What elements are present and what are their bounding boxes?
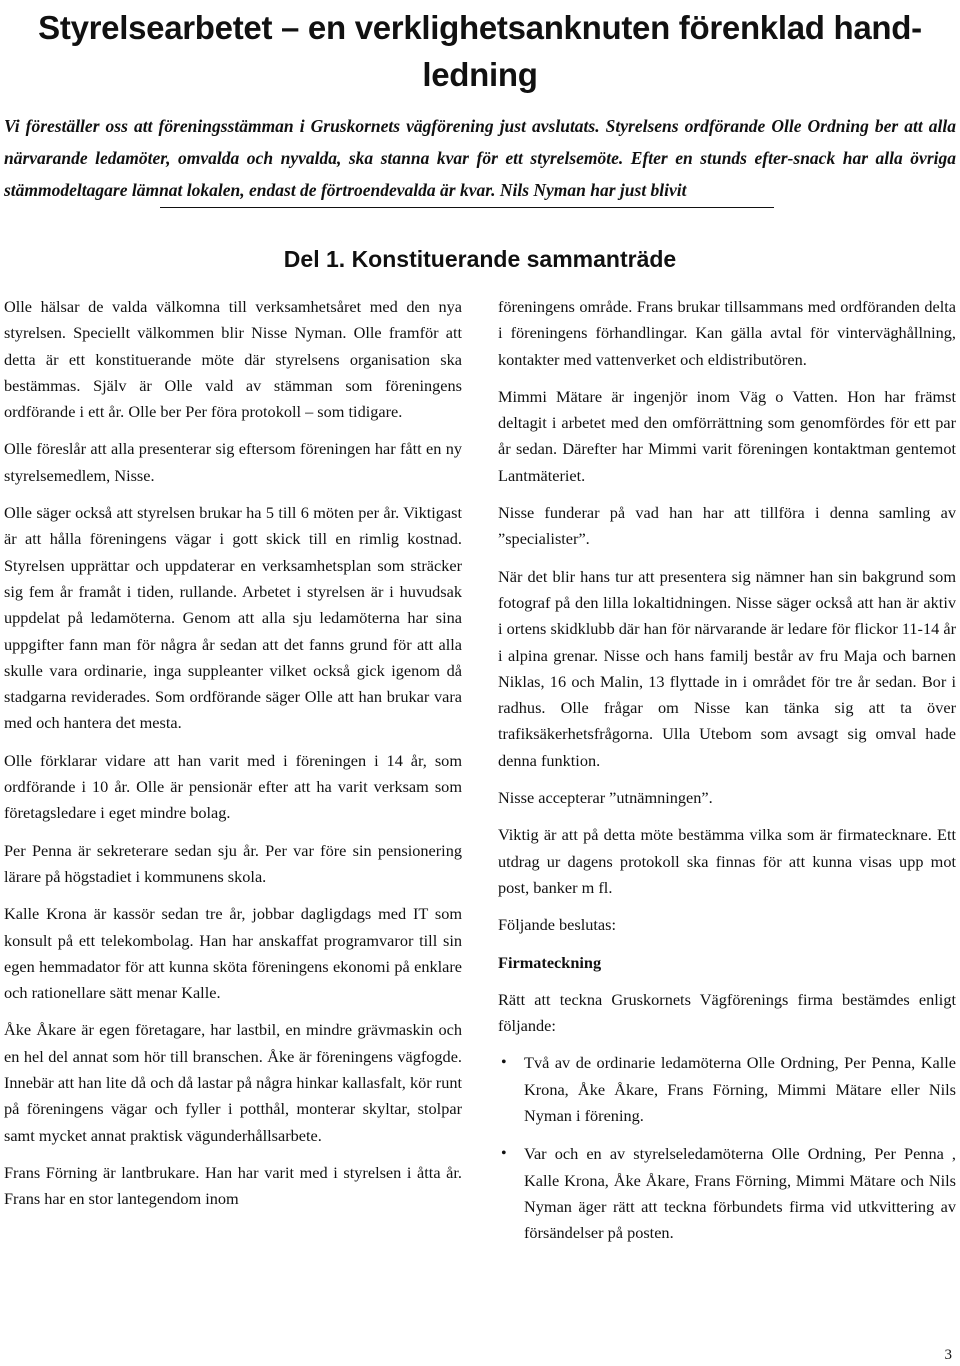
left-paragraph: Olle föreslår att alla presenterar sig eftersom föreningen har fått en ny styrelsemedlem, Nisse. [4,439,462,485]
list-item-text: Var och en av styrelseledamöterna Olle Ordning, Per Penna , Kalle Krona, Åke Åkare, Frans Förning, Mimmi Mätare och Nils Nyman äger rätt att teckna förbundets firma vid utkvittering av försändelser på posten. [524,1144,956,1243]
left-paragraph: Olle förklarar vidare att han varit med i föreningen i 14 år, som ordförande i 10 år. Olle är pensionär efter att ha varit verksam som företagsledare i eget mindre bolag. [4,750,462,823]
part-heading-number: Del 1. [283,246,346,272]
section-subheading: Firmateckning [498,952,602,972]
left-paragraph: Frans Förning är lantbrukare. Han har varit med i styrelsen i åtta år. Frans har en stor lantegendom inom [4,1162,462,1209]
left-paragraph: Kalle Krona är kassör sedan tre år, jobbar dagligdags med IT som konsult på ett telekombolag. Han har anskaffat programvaror till sin egen hemmadator för att kunna sköta föreningens ekonomi på enklare och rationellare sätt menar Kalle. [4,904,462,1003]
left-column [4,294,462,1224]
left-paragraph: Åke Åkare är egen företagare, har lastbil, en mindre grävmaskin och en hel del annat som hör till branschen. Åke är föreningens vägfogde. Innebär att han lite då och då lastar på några hinkar kallasfalt, kör runt på föreningens vägar och fyller i potthål, monterar skyltar, stolpar samt mycket annat praktisk vägunderhållsarbete. [4,1020,462,1145]
right-paragraph: När det blir hans tur att presentera sig nämner han sin bakgrund som fotograf på den lilla lokaltidningen. Nisse säger också att han är aktiv i ortens skidklubb där han för närvarande är ledare för flickor 11-14 år i alpina grenar. Nisse och hans familj består av fru Maja och barnen Niklas, 16 och Malin, 13 flyttade in i området för tre år sedan. Bor i radhus. Olle frågar om Nisse kan tänka sig att ta över trafiksäkerhetsfrågorna. Ulla Utebom som avsagt sig omval hade denna funktion. [498,566,956,770]
part-heading-text: Konstituerande sammanträde [351,246,677,272]
right-paragraph: Nisse accepterar ”utnämningen”. [498,788,713,808]
list-item [498,1050,956,1129]
list-item [498,1141,956,1246]
list-item-text: Två av de ordinarie ledamöterna Olle Ordning, Per Penna, Kalle Krona, Åke Åkare, Frans Förning, Mimmi Mätare eller Nils Nyman i förening. [524,1053,956,1126]
right-column [498,294,956,1259]
right-paragraph: Viktig är att på detta möte bestämma vilka som är firmatecknare. Ett utdrag ur dagens protokoll ska finnas för att kunna visas upp mot post, banker m fl. [498,825,956,897]
page-number: 3 [944,1347,952,1363]
part-heading [0,244,960,274]
bullet-list [498,1050,956,1246]
left-paragraph: Olle hälsar de valda välkomna till verksamhetsåret med den nya styrelsen. Speciellt välkommen blir Nisse Nyman. Olle framför att detta är ett konstituerande möte där styrelsens organisation ska bestämmas. Själv är Olle vald av stämman som föreningens ordförande i ett år. Olle ber Per föra protokoll – som tidigare. [4,297,462,422]
left-paragraph: Per Penna är sekreterare sedan sju år. Per var före sin pensionering lärare på högstadiet i kommunens skola. [4,840,462,886]
bullet-icon: • [501,1145,507,1163]
right-paragraph: Följande beslutas: [498,915,617,935]
right-paragraph: Rätt att teckna Gruskornets Vägförenings firma bestämdes enligt följande: [498,989,956,1036]
intro-paragraph: Vi föreställer oss att föreningsstämman i Gruskornets vägförening just avslutats. Styrelsens ordförande Olle Ordning ber att alla närvarande ledamöter, omvalda och nyvalda, ska stanna kvar för ett styrelsemöte. Efter en stunds efter-snack har alla övriga stämmodeltagare lämnat lokalen, endast de förtroendevalda är kvar. Nils Nyman har just blivit [4,116,956,200]
right-paragraph: Mimmi Mätare är ingenjör inom Väg o Vatten. Hon har främst deltagit i arbetet med den omförrättning som genomfördes för ett par år sedan. Därefter har Mimmi varit föreningen kontaktman gentemot Lantmäteriet. [498,386,956,485]
right-paragraph: föreningens område. Frans brukar tillsammans med ordföranden delta i föreningens förhandlingar. Kan gälla avtal för vinterväghållning, kontakter med vattenverket och eldistributören. [498,297,956,369]
bullet-icon: • [501,1054,507,1072]
left-paragraph: Olle säger också att styrelsen brukar ha 5 till 6 möten per år. Viktigast är att hålla föreningens vägar i gott skick till en rimlig kostnad. Styrelsen upprättar och uppdaterar en verksamhetsplan som sträcker sig fem år framåt i tiden, rullande. Arbetet i styrelsen är i huvudsak uppdelat på ledamöterna. Genom att alla sju ledamöterna har sina uppgifter fann man för några år sedan att det fanns grund för att alla skulle vara ordinarie, inga suppleanter vilket också gick igenom då stadgarna reviderades. Som ordförande säger Olle att han brukar vara med och hantera det mesta. [4,503,462,733]
right-paragraph: Nisse funderar på vad han har att tillföra i denna samling av ”specialister”. [498,503,956,549]
document-title: Styrelsearbetet – en verklighetsanknuten förenklad hand-ledning [38,9,922,93]
horizontal-rule [160,207,774,208]
